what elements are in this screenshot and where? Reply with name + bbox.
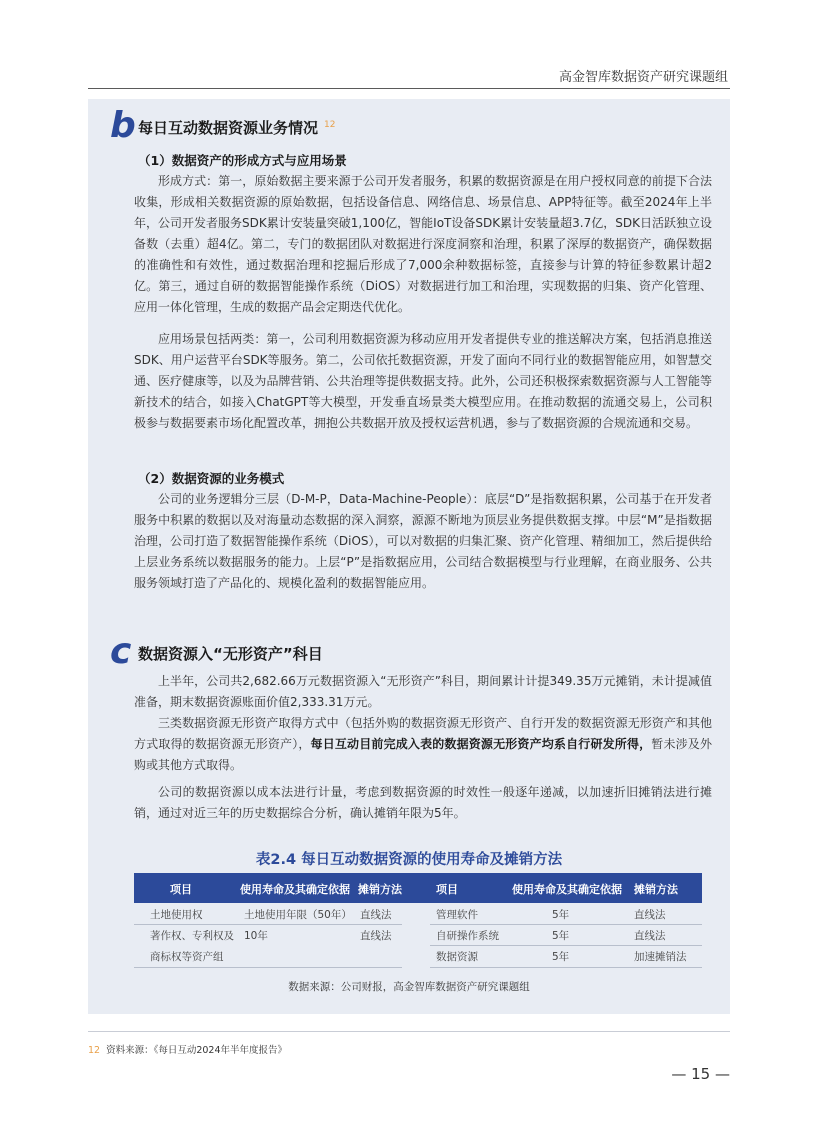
table-cell: 土地使用年限（50年） xyxy=(244,909,352,921)
row-divider xyxy=(430,967,702,968)
table-caption: 表2.4 每日互动数据资源的使用寿命及摊销方法 xyxy=(255,852,563,868)
table-cell: 数据资源 xyxy=(436,951,478,963)
section-c-letter: c xyxy=(110,631,132,672)
row-divider xyxy=(430,945,702,946)
section-b-title: 每日互动数据资源业务情况 $^{12}$ xyxy=(138,119,336,137)
column-header: 项目 xyxy=(170,883,192,896)
table-cell: 5年 xyxy=(552,909,570,921)
content-panel xyxy=(88,99,730,1014)
footnote xyxy=(88,1042,287,1056)
amortization-table xyxy=(134,873,702,969)
subheading-business-model: （2）数据资源的业务模式 xyxy=(138,471,285,486)
column-header: 使用寿命及其确定依据 xyxy=(240,883,350,896)
column-header: 使用寿命及其确定依据 xyxy=(512,883,622,896)
paragraph-formation: 形成方式：第一，原始数据主要来源于公司开发者服务，积累的数据资源是在用户授权同意的前提下合法收集，形成相关数据资源的原始数据，包括设备信息、网络信息、场景信息、APP特征等。截至2024年上半年，公司开发者服务SDK累计安装量突破1,100亿，智能IoT设备SDK累计安装量超3.7亿，SDK日活跃独立设备数（去重）超4亿。第二，专门的数据团队对数据进行深度洞察和治理，积累了深厚的数据资产，确保数据的准确性和有效性，通过数据治理和挖掘后形成了7,000余种数据标签，直接参与计算的特征参数累计超2亿。第三，通过自研的数据智能操作系统（DiOS）对数据进行加工和治理，实现数据的归集、资产化管理、应用一体化管理，生成的数据产品会定期迭代优化。 xyxy=(134,174,712,314)
table-body xyxy=(134,903,702,969)
table-source: 数据来源：公司财报，高金智库数据资产研究课题组 xyxy=(288,981,530,993)
paragraph-amortization: 公司的数据资源以成本法进行计量，考虑到数据资源的时效性一般逐年递减，以加速折旧摊销法进行摊销，通过对近三年的历史数据综合分析，确认摊销年限为5年。 xyxy=(134,785,712,820)
footnote-text: 资料来源：《每日互动2024年半年度报告》 xyxy=(106,1045,288,1056)
table-cell: 直线法 xyxy=(360,930,392,942)
column-header: 摊销方法 xyxy=(634,883,678,896)
paragraph-scenarios: 应用场景包括两类：第一，公司利用数据资源为移动应用开发者提供专业的推送解决方案，包括消息推送SDK、用户运营平台SDK等服务。第二，公司依托数据资源，开发了面向不同行业的数据智能应用，如智慧交通、医疗健康等，以及为品牌营销、公共治理等提供数据支持。此外，公司还积极探索数据资源与人工智能等新技术的结合，如接入ChatGPT等大模型，开发垂直场景类大模型应用。在推动数据的流通交易上，公司积极参与数据要素市场化配置改革，拥抱公共数据开放及授权运营机遇，参与了数据资源的合规流通和交易。 xyxy=(134,332,712,430)
paragraph-business-model: 公司的业务逻辑分三层（D-M-P，Data-Machine-People）：底层“D”是指数据积累，公司基于在开发者服务中积累的数据以及对海量动态数据的深入洞察，源源不断地为顶层业务提供数据支撑。中层“M”是指数据治理，公司打造了数据智能操作系统（DiOS），可以对数据的归集汇聚、资产化管理、精细加工，然后提供给上层业务系统以数据服务的能力。上层“P”是指数据应用，公司结合数据模型与行业理解，在商业服务、公共服务领域打造了产品化的、规模化盈利的数据智能应用。 xyxy=(134,492,712,590)
table-cell: 土地使用权 xyxy=(150,909,203,921)
table-cell: 10年 xyxy=(244,930,268,942)
emphasis-text: 每日互动目前完成入表的数据资源无形资产均系自行研发所得， xyxy=(310,737,652,751)
footnote-divider xyxy=(88,1031,730,1032)
row-divider xyxy=(430,924,702,925)
table-cell: 自研操作系统 xyxy=(436,930,499,942)
paragraph-acquisition: 三类数据资源无形资产取得方式中（包括外购的数据资源无形资产、自行开发的数据资源无形资产和其他方式取得的数据资源无形资产），每日互动目前完成入表的数据资源无形资产均系自行研发所得，暂未涉及外购或其他方式取得。 xyxy=(134,716,712,772)
table-cell: 直线法 xyxy=(634,930,666,942)
table-header-row xyxy=(134,873,702,903)
footnote-number: 12 xyxy=(88,1045,101,1056)
section-b-letter: b xyxy=(110,105,136,146)
table-cell: 直线法 xyxy=(360,909,392,921)
table-cell: 商标权等资产组 xyxy=(150,951,224,963)
table-cell: 管理软件 xyxy=(436,909,478,921)
section-c-title: 数据资源入“无形资产”科目 xyxy=(138,645,323,663)
subheading-formation: （1）数据资产的形成方式与应用场景 xyxy=(138,153,347,168)
table-cell: 5年 xyxy=(552,930,570,942)
column-header: 项目 xyxy=(436,883,458,896)
table-cell: 著作权、专利权及 xyxy=(150,930,234,942)
table-cell: 加速摊销法 xyxy=(634,951,687,963)
row-divider xyxy=(134,967,402,968)
table-cell: 直线法 xyxy=(634,909,666,921)
table-cell: 5年 xyxy=(552,951,570,963)
page-number: — 15 — xyxy=(671,1065,730,1083)
row-divider xyxy=(134,924,402,925)
paragraph-intangible-amount: 上半年，公司共2,682.66万元数据资源入“无形资产”科目，期间累计计提349.35万元摊销，未计提减值准备，期末数据资源账面价值2,333.31万元。 xyxy=(134,674,712,709)
page-header xyxy=(88,64,730,89)
footnote-ref[interactable]: 12 xyxy=(324,120,336,130)
column-header: 摊销方法 xyxy=(358,883,402,896)
header-title: 高金智库数据资产研究课题组 xyxy=(558,70,728,85)
